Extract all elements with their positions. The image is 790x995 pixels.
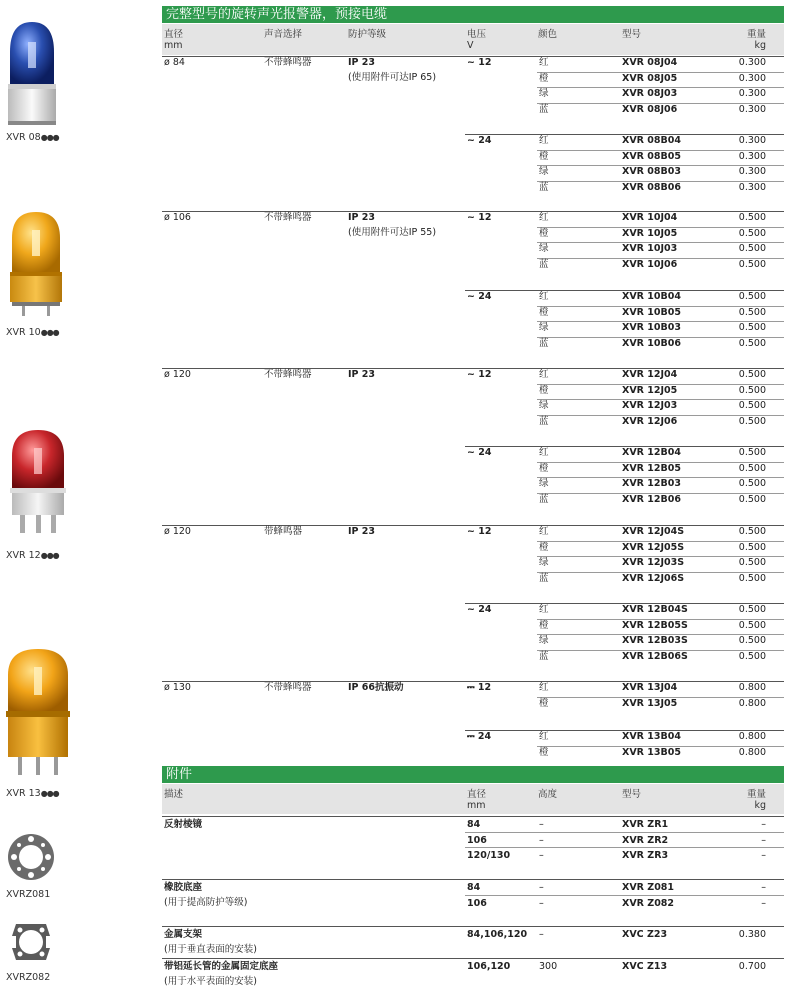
- cell-sound: 带蜂鸣器: [264, 526, 303, 537]
- cell-acc-weight: –: [761, 897, 766, 909]
- cell-protection: IP 23: [348, 369, 376, 380]
- accessory-divider: [162, 926, 784, 927]
- cell-weight: 0.500: [738, 604, 766, 615]
- cell-acc-height: –: [539, 834, 544, 846]
- cell-color: 蓝: [539, 338, 549, 350]
- cell-weight: 0.500: [738, 259, 766, 271]
- cell-model: XVR 12J05: [622, 384, 678, 396]
- cell-color: 绿: [539, 322, 549, 334]
- cell-voltage: ~ 12: [467, 212, 492, 223]
- cell-acc-weight: –: [761, 834, 766, 846]
- cell-diameter: ø 106: [164, 212, 191, 223]
- acc-header-height: 高度: [538, 789, 558, 800]
- cell-voltage: ~ 12: [467, 526, 492, 537]
- cell-acc-weight: 0.700: [738, 961, 766, 972]
- cell-weight: 0.500: [738, 619, 766, 631]
- cell-model: XVR 10J04: [622, 212, 678, 223]
- cell-weight: 0.500: [738, 384, 766, 396]
- image-caption-xvr10: XVR 10●●●: [6, 327, 59, 338]
- cell-weight: 0.500: [738, 651, 766, 663]
- cell-acc-weight: –: [761, 819, 766, 830]
- cell-weight: 0.500: [738, 416, 766, 428]
- cell-protection: IP 23: [348, 57, 376, 68]
- cell-model: XVR 08J05: [622, 72, 678, 84]
- cell-weight: 0.500: [738, 573, 766, 585]
- cell-weight: 0.300: [738, 135, 766, 146]
- beacon-red-image: [6, 426, 70, 546]
- cell-protection: IP 23: [348, 212, 376, 223]
- header-diameter: 直径: [164, 29, 184, 40]
- image-caption-xvrz082: XVRZ082: [6, 972, 51, 983]
- cell-sound: 不带蜂鸣器: [264, 369, 312, 380]
- cell-model: XVR 12B04S: [622, 604, 688, 615]
- image-caption-xvr08: XVR 08●●●: [6, 132, 59, 143]
- cell-model: XVR 12B06: [622, 494, 681, 506]
- cell-accessory-name: 金属支架: [164, 929, 203, 940]
- cell-acc-diameter: 84: [467, 819, 481, 830]
- rubber-base-large-image: [6, 916, 56, 968]
- rubber-base-image: [6, 832, 56, 882]
- cell-weight: 0.500: [738, 227, 766, 239]
- acc-header-weight: 重量: [746, 789, 766, 800]
- cell-protection: IP 66抗振动: [348, 682, 404, 693]
- cell-weight: 0.800: [738, 731, 766, 742]
- cell-acc-diameter: 106,120: [467, 961, 511, 972]
- header-protection: 防护等级: [348, 29, 387, 40]
- cell-weight: 0.300: [738, 88, 766, 100]
- cell-weight: 0.500: [738, 447, 766, 458]
- cell-weight: 0.500: [738, 322, 766, 334]
- cell-color: 红: [539, 212, 549, 223]
- cell-model: XVR 13J05: [622, 697, 678, 709]
- cell-model: XVR 12J03S: [622, 557, 685, 569]
- cell-diameter: ø 120: [164, 526, 191, 537]
- cell-model: XVR 12J05S: [622, 541, 685, 553]
- cell-color: 蓝: [539, 104, 549, 116]
- header-voltage-unit: V: [467, 40, 474, 51]
- cell-model: XVR 08B06: [622, 182, 681, 194]
- cell-sound: 不带蜂鸣器: [264, 212, 312, 223]
- cell-model: XVR 10J05: [622, 227, 678, 239]
- cell-acc-diameter: 106: [467, 834, 487, 846]
- cell-color: 红: [539, 369, 549, 380]
- cell-acc-weight: 0.380: [738, 929, 766, 940]
- cell-color: 红: [539, 604, 549, 615]
- header-weight: 重量: [746, 29, 766, 40]
- cell-model: XVR 13B05: [622, 746, 681, 758]
- cell-voltage: ~ 24: [467, 604, 492, 615]
- row-divider: [465, 895, 784, 896]
- cell-acc-model: XVR Z082: [622, 897, 675, 909]
- cell-model: XVR 12J06S: [622, 573, 685, 585]
- cell-model: XVR 10B06: [622, 338, 681, 350]
- acc-header-diameter-unit: mm: [467, 800, 486, 811]
- cell-color: 红: [539, 682, 549, 693]
- cell-model: XVR 12J03: [622, 400, 678, 412]
- cell-model: XVR 08B03: [622, 166, 681, 178]
- cell-color: 橙: [539, 541, 549, 553]
- cell-accessory-name: 带铝延长管的金属固定底座: [164, 961, 279, 972]
- cell-voltage: ⎓ 12: [467, 682, 492, 693]
- cell-accessory-note: (用于提高防护等级): [164, 897, 248, 908]
- cell-weight: 0.300: [738, 182, 766, 194]
- cell-model: XVR 13J04: [622, 682, 678, 693]
- cell-weight: 0.800: [738, 697, 766, 709]
- cell-color: 橙: [539, 150, 549, 162]
- acc-header-diameter: 直径: [467, 789, 487, 800]
- cell-acc-weight: –: [761, 850, 766, 861]
- cell-color: 绿: [539, 400, 549, 412]
- cell-weight: 0.500: [738, 557, 766, 569]
- cell-model: XVR 12J06: [622, 416, 678, 428]
- cell-model: XVR 12J04: [622, 369, 678, 380]
- cell-model: XVR 10B05: [622, 306, 681, 318]
- cell-model: XVR 10J06: [622, 259, 678, 271]
- cell-weight: 0.500: [738, 494, 766, 506]
- image-caption-xvr13: XVR 13●●●: [6, 788, 59, 799]
- cell-model: XVR 13B04: [622, 731, 681, 742]
- cell-acc-model: XVR ZR3: [622, 850, 669, 861]
- beacon-blue-image: [2, 14, 62, 134]
- cell-acc-height: –: [539, 850, 544, 861]
- cell-weight: 0.500: [738, 291, 766, 302]
- cell-color: 蓝: [539, 494, 549, 506]
- cell-weight: 0.800: [738, 682, 766, 693]
- cell-acc-model: XVC Z13: [622, 961, 668, 972]
- beacon-yellow-image: [4, 208, 68, 320]
- cell-voltage: ~ 24: [467, 291, 492, 302]
- cell-color: 绿: [539, 635, 549, 647]
- cell-color: 橙: [539, 72, 549, 84]
- cell-protection-note: (使用附件可达IP 65): [348, 72, 437, 83]
- acc-header-model: 型号: [622, 789, 642, 800]
- cell-color: 绿: [539, 478, 549, 490]
- cell-voltage: ~ 24: [467, 135, 492, 146]
- cell-diameter: ø 84: [164, 57, 185, 68]
- cell-model: XVR 10B03: [622, 322, 681, 334]
- cell-voltage: ⎓ 24: [467, 731, 492, 742]
- cell-acc-diameter: 120/130: [467, 850, 511, 861]
- cell-color: 蓝: [539, 416, 549, 428]
- cell-weight: 0.500: [738, 635, 766, 647]
- cell-color: 蓝: [539, 651, 549, 663]
- cell-weight: 0.300: [738, 57, 766, 68]
- cell-color: 橙: [539, 746, 549, 758]
- cell-weight: 0.500: [738, 400, 766, 412]
- cell-color: 绿: [539, 557, 549, 569]
- cell-model: XVR 10J03: [622, 243, 678, 255]
- cell-weight: 0.300: [738, 104, 766, 116]
- cell-color: 绿: [539, 166, 549, 178]
- cell-model: XVR 10B04: [622, 291, 681, 302]
- cell-acc-diameter: 84: [467, 882, 481, 893]
- cell-protection-note: (使用附件可达IP 55): [348, 227, 437, 238]
- cell-color: 红: [539, 731, 549, 742]
- cell-model: XVR 12B03S: [622, 635, 688, 647]
- header-diameter-unit: mm: [164, 40, 183, 51]
- cell-weight: 0.500: [738, 369, 766, 380]
- accessory-divider: [162, 816, 784, 817]
- cell-acc-diameter: 106: [467, 897, 487, 909]
- cell-voltage: ~ 12: [467, 57, 492, 68]
- cell-model: XVR 08B04: [622, 135, 681, 146]
- header-voltage: 电压: [467, 29, 487, 40]
- cell-acc-height: –: [539, 819, 544, 830]
- cell-protection: IP 23: [348, 526, 376, 537]
- cell-model: XVR 08B05: [622, 150, 681, 162]
- cell-weight: 0.300: [738, 150, 766, 162]
- cell-color: 红: [539, 135, 549, 146]
- cell-color: 橙: [539, 227, 549, 239]
- cell-color: 蓝: [539, 259, 549, 271]
- cell-weight: 0.500: [738, 526, 766, 537]
- cell-color: 红: [539, 447, 549, 458]
- cell-acc-model: XVR ZR2: [622, 834, 669, 846]
- cell-weight: 0.500: [738, 306, 766, 318]
- cell-diameter: ø 130: [164, 682, 191, 693]
- cell-weight: 0.500: [738, 212, 766, 223]
- cell-color: 红: [539, 57, 549, 68]
- cell-acc-height: –: [539, 882, 544, 893]
- beacon-orange-image: [2, 645, 74, 780]
- cell-model: XVR 12B03: [622, 478, 681, 490]
- cell-model: XVR 08J04: [622, 57, 678, 68]
- cell-color: 红: [539, 291, 549, 302]
- header-color: 颜色: [538, 29, 558, 40]
- cell-acc-height: 300: [539, 961, 558, 972]
- cell-voltage: ~ 24: [467, 447, 492, 458]
- section-title-bar: 完整型号的旋转声光报警器，预接电缆: [162, 6, 784, 23]
- cell-accessory-note: (用于水平表面的安装): [164, 976, 257, 987]
- cell-model: XVR 12B05S: [622, 619, 688, 631]
- cell-sound: 不带蜂鸣器: [264, 682, 312, 693]
- cell-accessory-note: (用于垂直表面的安装): [164, 944, 257, 955]
- row-divider: [465, 847, 784, 848]
- header-model: 型号: [622, 29, 642, 40]
- cell-acc-model: XVR Z081: [622, 882, 675, 893]
- accessories-title-bar: 附件: [162, 766, 784, 783]
- cell-model: XVR 08J06: [622, 104, 678, 116]
- cell-color: 蓝: [539, 573, 549, 585]
- header-weight-unit: kg: [754, 40, 766, 51]
- header-sound: 声音选择: [264, 29, 303, 40]
- cell-weight: 0.800: [738, 746, 766, 758]
- cell-color: 橙: [539, 619, 549, 631]
- accessory-divider: [162, 958, 784, 959]
- cell-acc-diameter: 84,106,120: [467, 929, 528, 940]
- cell-diameter: ø 120: [164, 369, 191, 380]
- cell-accessory-name: 反射棱镜: [164, 819, 203, 830]
- cell-sound: 不带蜂鸣器: [264, 57, 312, 68]
- cell-weight: 0.500: [738, 243, 766, 255]
- accessory-divider: [162, 879, 784, 880]
- cell-weight: 0.500: [738, 478, 766, 490]
- cell-weight: 0.300: [738, 166, 766, 178]
- image-caption-xvr12: XVR 12●●●: [6, 550, 59, 561]
- cell-acc-height: –: [539, 897, 544, 909]
- image-caption-xvrz081: XVRZ081: [6, 889, 51, 900]
- cell-accessory-name: 橡胶底座: [164, 882, 203, 893]
- cell-weight: 0.500: [738, 338, 766, 350]
- cell-acc-model: XVC Z23: [622, 929, 668, 940]
- cell-color: 绿: [539, 243, 549, 255]
- cell-acc-weight: –: [761, 882, 766, 893]
- cell-color: 蓝: [539, 182, 549, 194]
- cell-weight: 0.300: [738, 72, 766, 84]
- cell-weight: 0.500: [738, 462, 766, 474]
- cell-model: XVR 12J04S: [622, 526, 685, 537]
- row-divider: [465, 832, 784, 833]
- cell-weight: 0.500: [738, 541, 766, 553]
- cell-voltage: ~ 12: [467, 369, 492, 380]
- cell-acc-model: XVR ZR1: [622, 819, 669, 830]
- cell-model: XVR 08J03: [622, 88, 678, 100]
- acc-header-weight-unit: kg: [754, 800, 766, 811]
- cell-model: XVR 12B04: [622, 447, 681, 458]
- cell-color: 橙: [539, 697, 549, 709]
- cell-color: 橙: [539, 306, 549, 318]
- cell-model: XVR 12B06S: [622, 651, 688, 663]
- cell-color: 绿: [539, 88, 549, 100]
- cell-color: 橙: [539, 462, 549, 474]
- cell-acc-height: –: [539, 929, 544, 940]
- cell-color: 橙: [539, 384, 549, 396]
- cell-color: 红: [539, 526, 549, 537]
- acc-header-description: 描述: [164, 789, 184, 800]
- cell-model: XVR 12B05: [622, 462, 681, 474]
